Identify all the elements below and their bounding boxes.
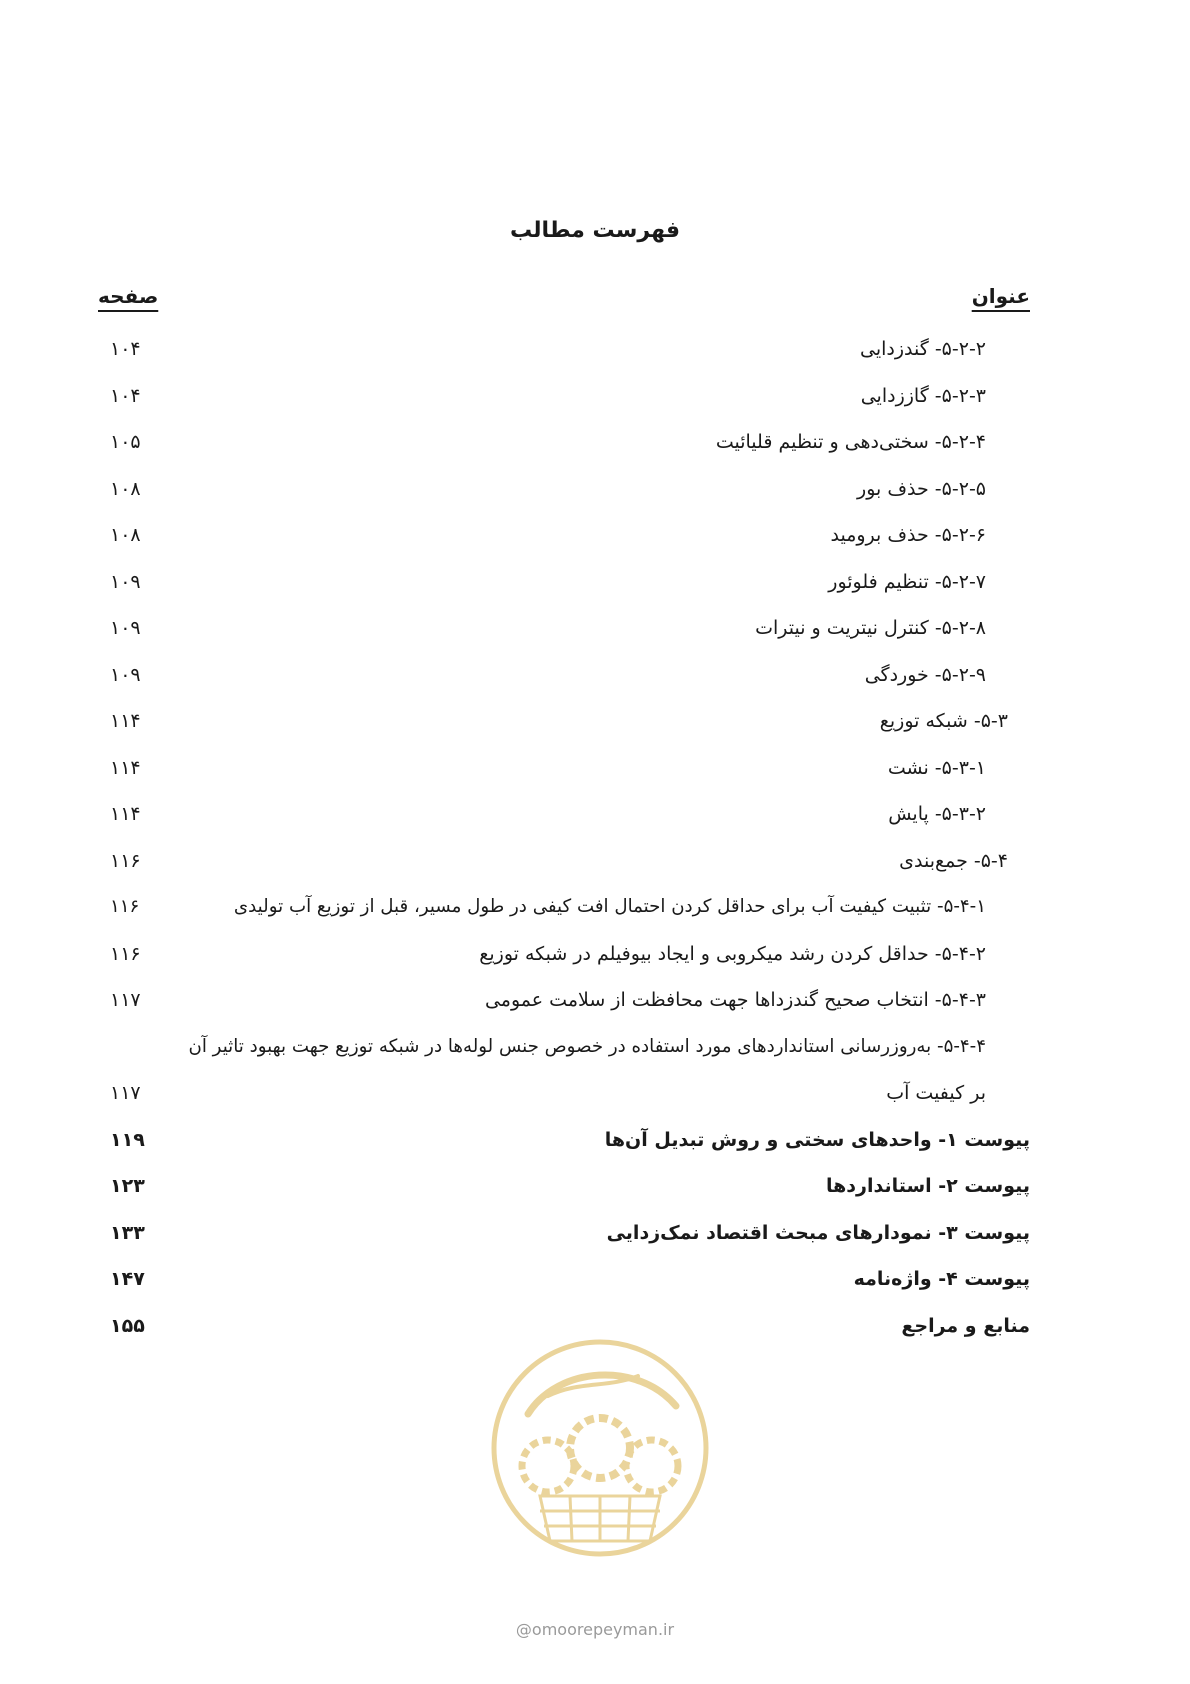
toc-entry-title: پیوست ۴- واژه‌نامه	[853, 1268, 1030, 1290]
toc-entry[interactable]	[110, 373, 1030, 420]
toc-entry-title: ۵-۴-۳- انتخاب صحیح گندزداها جهت محافظت از سلامت عمومی	[484, 989, 986, 1011]
toc-entry[interactable]	[110, 1117, 1030, 1164]
toc-entry-title: ۵-۲-۴- سختی‌دهی و تنظیم قلیائیت	[715, 431, 986, 453]
toc-entry-page: ۱۱۷	[110, 989, 141, 1011]
toc-entry-page: ۱۲۳	[110, 1175, 145, 1197]
toc-entry-title: ۵-۴-۱- تثبیت کیفیت آب برای حداقل کردن احتمال افت کیفی در طول مسیر، قبل از توزیع آب تولیدی	[233, 896, 986, 917]
toc-entry[interactable]	[110, 838, 1030, 885]
page-title: فهرست مطالب	[509, 218, 681, 243]
toc-entry[interactable]	[110, 1163, 1030, 1210]
toc-entry-page: ۱۵۵	[110, 1314, 145, 1337]
toc-entry[interactable]	[110, 1256, 1030, 1303]
toc-entry-page: ۱۰۸	[110, 524, 141, 546]
toc-entry-title: منابع و مراجع	[901, 1314, 1030, 1337]
toc-entry-title: ۵-۲-۷- تنظیم فلوئور	[828, 570, 986, 593]
toc-entry[interactable]	[110, 559, 1030, 606]
toc-entry-title: ۵-۲-۹- خوردگی	[864, 663, 986, 686]
toc-entry-page: ۱۴۷	[110, 1268, 145, 1290]
toc-entry-page: ۱۰۵	[110, 431, 141, 453]
toc-entry[interactable]	[110, 419, 1030, 466]
toc-entry-page: ۱۰۹	[110, 663, 141, 686]
toc-entry[interactable]	[110, 605, 1030, 652]
toc-entry[interactable]	[110, 977, 1030, 1024]
toc-entry-title: ۵-۳-۱- نشت	[887, 756, 986, 779]
toc-entry-page: ۱۱۴	[110, 710, 141, 732]
toc-entry-title: ۵-۳-۲- پایش	[888, 803, 986, 825]
toc-entry-title: ۵-۴- جمع‌بندی	[899, 849, 1008, 872]
toc-entry-title: پیوست ۱- واحدهای سختی و روش تبدیل آن‌ها	[604, 1128, 1030, 1151]
toc-entry[interactable]	[110, 512, 1030, 559]
toc-entry-title: ۵-۴-۴- به‌روزرسانی استانداردهای مورد استفاده در خصوص جنس لوله‌ها در شبکه توزیع جهت بهبود تاثیر آن	[188, 1035, 986, 1057]
toc-entry[interactable]	[110, 466, 1030, 513]
toc-entry-page: ۱۱۶	[110, 896, 140, 917]
toc-entry[interactable]	[110, 884, 1030, 931]
toc-entry-title: ۵-۲-۸- کنترل نیتریت و نیترات	[755, 617, 986, 639]
toc-entry-page: ۱۱۶	[110, 849, 141, 872]
toc-entry-title: بر کیفیت آب	[886, 1082, 986, 1104]
title-column-header: عنوان	[971, 284, 1030, 308]
toc-entry[interactable]	[110, 1024, 1030, 1071]
toc-entry[interactable]	[110, 652, 1030, 699]
page-column-header: صفحه	[98, 284, 159, 308]
toc-entry-page: ۱۱۴	[110, 756, 141, 779]
toc-entry-title: ۵-۲-۵- حذف بور	[857, 477, 986, 500]
toc-entry-page: ۱۰۹	[110, 570, 141, 593]
toc-entry-title: ۵-۲-۲- گندزدایی	[859, 338, 986, 360]
toc-entry-page: ۱۰۴	[110, 384, 141, 407]
toc-entry-page: ۱۱۶	[110, 942, 141, 965]
toc-entry-page: ۱۱۴	[110, 803, 141, 825]
toc-entry-title: پیوست ۳- نمودارهای مبحث اقتصاد نمک‌زدایی	[606, 1221, 1030, 1244]
toc-entry-continuation[interactable]	[110, 1070, 1030, 1117]
toc-entry[interactable]	[110, 791, 1030, 838]
toc-entry[interactable]	[110, 745, 1030, 792]
toc-entry-page: ۱۱۹	[110, 1128, 145, 1151]
toc-entry-page: ۱۰۸	[110, 477, 141, 500]
toc-list	[110, 326, 1030, 1349]
toc-entry[interactable]	[110, 931, 1030, 978]
toc-entry-title: ۵-۲-۳- گاززدایی	[860, 384, 986, 407]
toc-entry-page: ۱۰۴	[110, 338, 141, 360]
toc-entry-title: ۵-۳- شبکه توزیع	[879, 710, 1008, 732]
toc-entry-page: ۱۳۳	[110, 1221, 145, 1244]
toc-entry-title: ۵-۴-۲- حداقل کردن رشد میکروبی و ایجاد بیوفیلم در شبکه توزیع	[479, 942, 986, 965]
toc-entry[interactable]	[110, 1210, 1030, 1257]
toc-entry[interactable]	[110, 698, 1030, 745]
toc-entry-title: پیوست ۲- استانداردها	[825, 1175, 1030, 1197]
toc-entry-page: ۱۱۷	[110, 1082, 141, 1104]
toc-entry-page: ۱۰۹	[110, 617, 141, 639]
website-footer: @omoorepeyman.ir	[515, 1620, 675, 1639]
watermark-stamp-icon	[488, 1336, 712, 1560]
toc-entry-title: ۵-۲-۶- حذف برومید	[830, 524, 986, 546]
toc-entry[interactable]	[110, 326, 1030, 373]
